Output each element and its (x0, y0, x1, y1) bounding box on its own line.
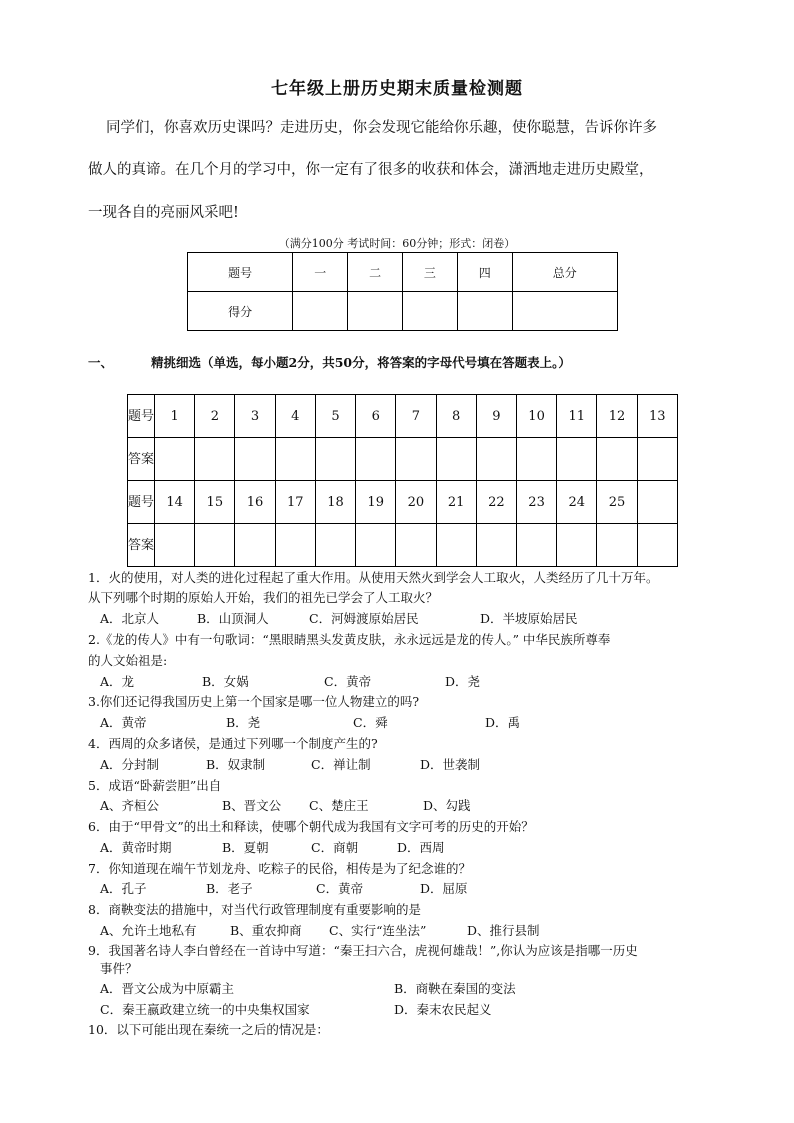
q-number: 10 (516, 395, 556, 438)
answer-cell[interactable] (597, 438, 637, 481)
question-3-option-c: C．舜 (353, 715, 388, 730)
question-3-stem: 3.你们还记得我国历史上第一个国家是哪一位人物建立的吗? (88, 694, 420, 709)
question-7-stem: 7．你知道现在端午节划龙舟、吃粽子的民俗，相传是为了纪念谁的？ (88, 861, 471, 876)
answer-table-a-row-1 (128, 438, 678, 481)
q-number: 16 (235, 481, 275, 524)
q-number: 7 (396, 395, 436, 438)
q-number (637, 481, 677, 524)
answer-cell[interactable] (637, 438, 677, 481)
score-table-header-row (188, 253, 618, 292)
answer-cell[interactable] (516, 524, 556, 567)
section1-heading (88, 353, 571, 371)
question-4-option-b: B．奴隶制 (206, 757, 266, 772)
q-number: 5 (315, 395, 355, 438)
answer-table (127, 394, 678, 567)
question-3-option-a: A．黄帝 (100, 715, 147, 730)
question-8-option-d: D、推行县制 (467, 923, 540, 938)
question-5-option-a: A、齐桓公 (100, 798, 160, 813)
answer-table-q-row-1 (128, 395, 678, 438)
score-table-score-row (188, 292, 618, 331)
answer-cell[interactable] (195, 438, 235, 481)
question-9-option-b: B．商鞅在秦国的变法 (394, 981, 516, 996)
question-1-option-a: A．北京人 (100, 611, 160, 626)
answer-cell[interactable] (637, 524, 677, 567)
answer-cell[interactable] (235, 524, 275, 567)
exam-meta: （满分100分 考试时间：60分钟；形式：闭卷） (278, 237, 516, 250)
answer-cell[interactable] (356, 438, 396, 481)
answer-cell[interactable] (315, 524, 355, 567)
question-2-stem-line-2: 的人文始祖是: (88, 653, 168, 668)
q-number: 17 (275, 481, 315, 524)
answer-cell[interactable] (476, 438, 516, 481)
question-2-option-d: D．尧 (445, 674, 481, 689)
score-cell[interactable] (512, 292, 617, 331)
q-number: 24 (557, 481, 597, 524)
question-4-option-d: D．世袭制 (420, 757, 481, 772)
question-5-option-d: D、勾践 (423, 798, 471, 813)
q-number: 19 (356, 481, 396, 524)
q-number: 8 (436, 395, 476, 438)
question-1-option-c: C．河姆渡原始居民 (309, 611, 419, 626)
question-10-stem: 10．以下可能出现在秦统一之后的情况是： (88, 1022, 329, 1037)
question-8-option-b: B、重农抑商 (230, 923, 302, 938)
question-4-option-c: C．禅让制 (311, 757, 371, 772)
intro-line-3: 一现各自的亮丽风采吧! (88, 205, 239, 221)
question-7-option-d: D．屈原 (420, 881, 468, 896)
section1-text: 精挑细选（单选，每小题2分，共50分，将答案的字母代号填在答题表上。） (151, 355, 571, 370)
question-5-option-c: C、楚庄王 (309, 798, 369, 813)
question-5-stem: 5．成语“卧薪尝胆”出自 (88, 778, 222, 793)
score-cell[interactable] (348, 292, 403, 331)
score-header-2: 二 (348, 253, 403, 292)
question-3-option-b: B．尧 (226, 715, 261, 730)
answer-table-q-row-2 (128, 481, 678, 524)
answer-cell[interactable] (476, 524, 516, 567)
score-row-label: 得分 (188, 292, 293, 331)
question-6-option-a: A．黄帝时期 (100, 840, 172, 855)
answer-cell[interactable] (557, 438, 597, 481)
q-number: 23 (516, 481, 556, 524)
q-number: 18 (315, 481, 355, 524)
q-number: 14 (155, 481, 195, 524)
score-table (187, 252, 618, 331)
section1-number: 一、 (88, 355, 114, 370)
question-9-stem-line-1: 9．我国著名诗人李白曾经在一首诗中写道：“秦王扫六合，虎视何雄哉！”,你认为应该是指哪一历史 (88, 943, 638, 958)
score-header-total: 总分 (512, 253, 617, 292)
question-2-stem-line-1: 2.《龙的传人》中有一句歌词：“黑眼睛黑头发黄皮肤，永永远远是龙的传人。” 中华民族所尊奉 (88, 632, 611, 647)
question-8-option-c: C、实行“连坐法” (329, 923, 427, 938)
answer-cell[interactable] (436, 524, 476, 567)
q-number: 12 (597, 395, 637, 438)
q-number: 20 (396, 481, 436, 524)
question-9-option-a: A．晋文公成为中原霸主 (100, 981, 235, 996)
score-cell[interactable] (457, 292, 512, 331)
question-6-stem: 6．由于“甲骨文”的出土和释读，使哪个朝代成为我国有文字可考的历史的开始？ (88, 819, 534, 834)
q-number: 22 (476, 481, 516, 524)
q-number: 2 (195, 395, 235, 438)
question-6-option-d: D．西周 (397, 840, 445, 855)
score-header-1: 一 (293, 253, 348, 292)
question-8-stem: 8．商鞅变法的措施中，对当代行政管理制度有重要影响的是 (88, 902, 421, 917)
question-2-option-a: A．龙 (100, 674, 135, 689)
q-number: 9 (476, 395, 516, 438)
answer-cell[interactable] (516, 438, 556, 481)
q-number: 1 (155, 395, 195, 438)
answer-cell[interactable] (396, 438, 436, 481)
question-9-option-c: C．秦王嬴政建立统一的中央集权国家 (100, 1002, 310, 1017)
question-3-option-d: D．禹 (485, 715, 521, 730)
q-number: 13 (637, 395, 677, 438)
answer-cell[interactable] (557, 524, 597, 567)
score-header-4: 四 (457, 253, 512, 292)
answer-cell[interactable] (436, 438, 476, 481)
intro-line-1: 同学们，你喜欢历史课吗？走进历史，你会发现它能给你乐趣，使你聪慧，告诉你许多 (106, 120, 657, 136)
question-2-option-c: C．黄帝 (324, 674, 372, 689)
answer-cell[interactable] (195, 524, 235, 567)
question-7-option-a: A．孔子 (100, 881, 147, 896)
answer-cell[interactable] (275, 438, 315, 481)
answer-cell[interactable] (155, 438, 195, 481)
q-number: 4 (275, 395, 315, 438)
page-title: 七年级上册历史期末质量检测题 (271, 79, 523, 99)
score-cell[interactable] (293, 292, 348, 331)
answer-cell[interactable] (155, 524, 195, 567)
answer-table-a-row-2 (128, 524, 678, 567)
question-1-option-b: B．山顶洞人 (197, 611, 269, 626)
question-4-option-a: A．分封制 (100, 757, 160, 772)
intro-line-2: 做人的真谛。在几个月的学习中，你一定有了很多的收获和体会，潇洒地走进历史殿堂， (88, 162, 654, 178)
question-9-stem-line-2: 事件？ (100, 961, 138, 976)
q-number: 15 (195, 481, 235, 524)
question-9-option-d: D．秦末农民起义 (394, 1002, 492, 1017)
q-number: 21 (436, 481, 476, 524)
q-label: 题号 (128, 395, 155, 438)
answer-cell[interactable] (597, 524, 637, 567)
a-label: 答案 (128, 438, 155, 481)
question-1-option-d: D．半坡原始居民 (480, 611, 578, 626)
score-header-label: 题号 (188, 253, 293, 292)
question-5-option-b: B、晋文公 (222, 798, 282, 813)
answer-cell[interactable] (356, 524, 396, 567)
question-7-option-b: B．老子 (206, 881, 253, 896)
question-4-stem: 4．西周的众多诸侯，是通过下列哪一个制度产生的? (88, 736, 378, 751)
question-7-option-c: C．黄帝 (316, 881, 364, 896)
question-1-stem-line-1: 1．火的使用，对人类的进化过程起了重大作用。从使用天然火到学会人工取火，人类经历了几十万年。 (88, 570, 659, 585)
answer-cell[interactable] (235, 438, 275, 481)
answer-cell[interactable] (396, 524, 436, 567)
q-number: 11 (557, 395, 597, 438)
q-number: 6 (356, 395, 396, 438)
question-8-option-a: A、允许土地私有 (100, 923, 197, 938)
a-label: 答案 (128, 524, 155, 567)
question-2-option-b: B．女娲 (202, 674, 249, 689)
q-number: 25 (597, 481, 637, 524)
question-6-option-b: B．夏朝 (222, 840, 269, 855)
q-label: 题号 (128, 481, 155, 524)
question-1-stem-line-2: 从下列哪个时期的原始人开始，我们的祖先已学会了人工取火？ (88, 590, 439, 605)
score-cell[interactable] (402, 292, 457, 331)
question-6-option-c: C．商朝 (311, 840, 359, 855)
answer-cell[interactable] (275, 524, 315, 567)
answer-cell[interactable] (315, 438, 355, 481)
score-header-3: 三 (402, 253, 457, 292)
q-number: 3 (235, 395, 275, 438)
